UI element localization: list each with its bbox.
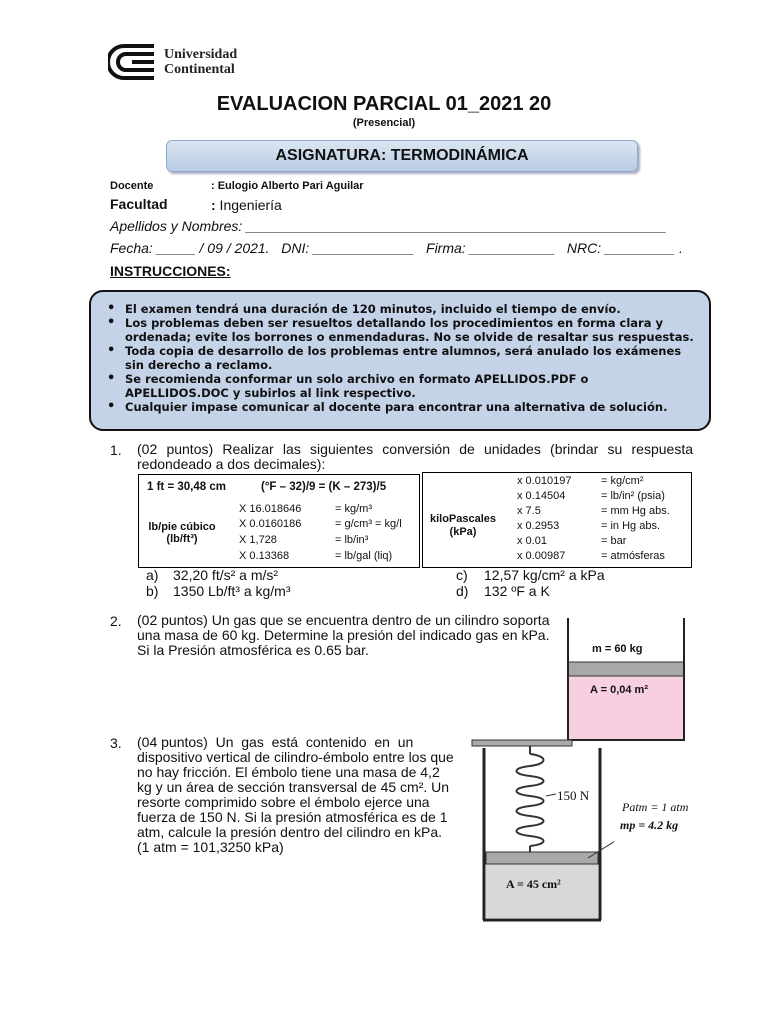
unit: = kg/cm² bbox=[601, 475, 644, 487]
university-name-line1: Universidad bbox=[164, 47, 238, 62]
unit: = lb/in² (psia) bbox=[601, 490, 665, 502]
instructions-box bbox=[89, 290, 711, 431]
factor: x 7.5 bbox=[517, 505, 541, 517]
q1-item-c-label: c) bbox=[456, 567, 468, 583]
factor: X 16.018646 bbox=[239, 503, 302, 515]
kpa-label-line2: (kPa) bbox=[449, 526, 477, 538]
exam-title: EVALUACION PARCIAL 01_2021 20 bbox=[216, 93, 552, 115]
q3-piston-figure bbox=[470, 738, 614, 924]
factor: x 0.01 bbox=[517, 535, 547, 547]
q3-line: no hay fricción. El émbolo tiene una masa de 4,2 bbox=[137, 764, 440, 780]
lb-ft3-label-line2: (lb/ft³) bbox=[166, 533, 198, 545]
facultad-colon: : bbox=[211, 197, 216, 213]
q2-line2: una masa de 60 kg. Determine la presión del indicado gas en kPa. bbox=[137, 627, 550, 643]
q1-number: 1. bbox=[110, 442, 122, 458]
unit: = lb/gal (liq) bbox=[335, 550, 393, 562]
docente-value: : Eulogio Alberto Pari Aguilar bbox=[211, 180, 364, 192]
q3-line: kg y un área de sección transversal de 45 cm². Un bbox=[137, 779, 450, 795]
cylinder-icon bbox=[564, 618, 688, 742]
lb-ft3-label-line1: lb/pie cúbico bbox=[148, 521, 216, 533]
piston-spring-icon bbox=[470, 738, 614, 924]
unit: = mm Hg abs. bbox=[601, 505, 670, 517]
instruction-item: • Se recomienda conformar un solo archivo en formato APELLIDOS.PDF o APELLIDOS.DOC y subirlos al link respectivo. bbox=[125, 372, 695, 400]
q2-area-label: A = 0,04 m² bbox=[590, 684, 648, 696]
q3-patm-label: Patm = 1 atm bbox=[622, 800, 689, 814]
factor: x 0.010197 bbox=[517, 475, 572, 487]
q1-item-b-label: b) bbox=[146, 583, 159, 599]
q1-item-c-text: 12,57 kg/cm² a kPa bbox=[484, 567, 605, 583]
apellidos-field[interactable]: Apellidos y Nombres: ______________________________________________________ bbox=[110, 218, 667, 234]
instruction-item: • Cualquier impase comunicar al docente para encontrar una alternativa de solución. bbox=[125, 400, 695, 414]
docente-label: Docente bbox=[110, 180, 154, 192]
conversion-table-right bbox=[422, 472, 692, 568]
unit: = atmósferas bbox=[601, 550, 665, 562]
factor: x 0.00987 bbox=[517, 550, 566, 562]
unit: = g/cm³ = kg/l bbox=[335, 518, 402, 530]
logo-text bbox=[164, 47, 237, 77]
facultad-row bbox=[211, 197, 282, 213]
ft-cm-equivalence: 1 ft = 30,48 cm bbox=[147, 481, 226, 493]
factor: X 0.13368 bbox=[239, 550, 290, 562]
q2-mass-label: m = 60 kg bbox=[592, 643, 643, 655]
q2-line3: Si la Presión atmosférica es 0.65 bar. bbox=[137, 642, 369, 658]
q1-item-d-label: d) bbox=[456, 583, 469, 599]
factor: X 1,728 bbox=[239, 534, 277, 546]
q3-area-label: A = 45 cm² bbox=[506, 877, 561, 891]
unit: = in Hg abs. bbox=[601, 520, 661, 532]
subject-banner: ASIGNATURA: TERMODINÁMICA bbox=[166, 140, 638, 172]
q3-line: (04 puntos) Un gas está contenido en un bbox=[137, 734, 414, 750]
unit: = bar bbox=[601, 535, 627, 547]
exam-subtitle: (Presencial) bbox=[352, 117, 416, 129]
q3-line: atm, calcule la presión dentro del cilindro en kPa. bbox=[137, 824, 443, 840]
instructions-heading: INSTRUCCIONES: bbox=[110, 263, 231, 279]
factor: x 0.2953 bbox=[517, 520, 560, 532]
q2-number: 2. bbox=[110, 613, 122, 629]
factor: x 0.14504 bbox=[517, 490, 566, 502]
q3-line: fuerza de 150 N. Si la presión atmosférica es de 1 bbox=[137, 809, 448, 825]
facultad-label: Facultad bbox=[110, 196, 168, 212]
q3-line: dispositivo vertical de cilindro-émbolo entre los que bbox=[137, 749, 454, 765]
q2-cylinder-figure bbox=[564, 618, 688, 742]
q3-line: (1 atm = 101,3250 kPa) bbox=[137, 839, 284, 855]
unit: = kg/m³ bbox=[335, 503, 372, 515]
q2-line1: (02 puntos) Un gas que se encuentra dentro de un cilindro soporta bbox=[137, 612, 550, 628]
q1-item-b-text: 1350 Lb/ft³ a kg/m³ bbox=[173, 583, 291, 599]
facultad-value: Ingeniería bbox=[215, 197, 282, 213]
university-logo bbox=[108, 42, 160, 82]
instruction-item: • Toda copia de desarrollo de los problemas entre alumnos, será anulado los exámenes sin derecho a reclamo. bbox=[125, 344, 695, 372]
temperature-formula: (°F – 32)/9 = (K – 273)/5 bbox=[261, 481, 387, 493]
factor: X 0.0160186 bbox=[239, 518, 302, 530]
q1-item-a-label: a) bbox=[146, 567, 159, 583]
kpa-label-line1: kiloPascales bbox=[429, 513, 497, 525]
q3-number: 3. bbox=[110, 735, 122, 751]
instruction-item: • El examen tendrá una duración de 120 minutos, incluido el tiempo de envío. bbox=[125, 302, 695, 316]
university-name-line2: Continental bbox=[164, 62, 235, 77]
q3-piston-mass-label: mp = 4.2 kg bbox=[620, 818, 679, 832]
fecha-dni-firma-nrc-field[interactable]: Fecha: _____ / 09 / 2021. DNI: _____________ Firma: ___________ NRC: _________ . bbox=[110, 240, 683, 256]
instruction-item: • Los problemas deben ser resueltos detallando los procedimientos en forma clara y ordenada; evite los borrones o enmendaduras. No se olvide de resaltar sus respuestas. bbox=[125, 316, 695, 344]
unit: = lb/in³ bbox=[335, 534, 369, 546]
q3-force-label: 150 N bbox=[557, 788, 590, 803]
q3-line: resorte comprimido sobre el émbolo ejerce una bbox=[137, 794, 430, 810]
conversion-table-left bbox=[138, 474, 420, 568]
q1-text: (02 puntos) Realizar las siguientes conversión de unidades (brindar su respuesta redondeado a dos decimales): bbox=[137, 441, 693, 472]
logo-c-icon bbox=[108, 42, 160, 82]
q1-item-d-text: 132 ºF a K bbox=[484, 583, 550, 599]
q1-item-a-text: 32,20 ft/s² a m/s² bbox=[173, 567, 279, 583]
